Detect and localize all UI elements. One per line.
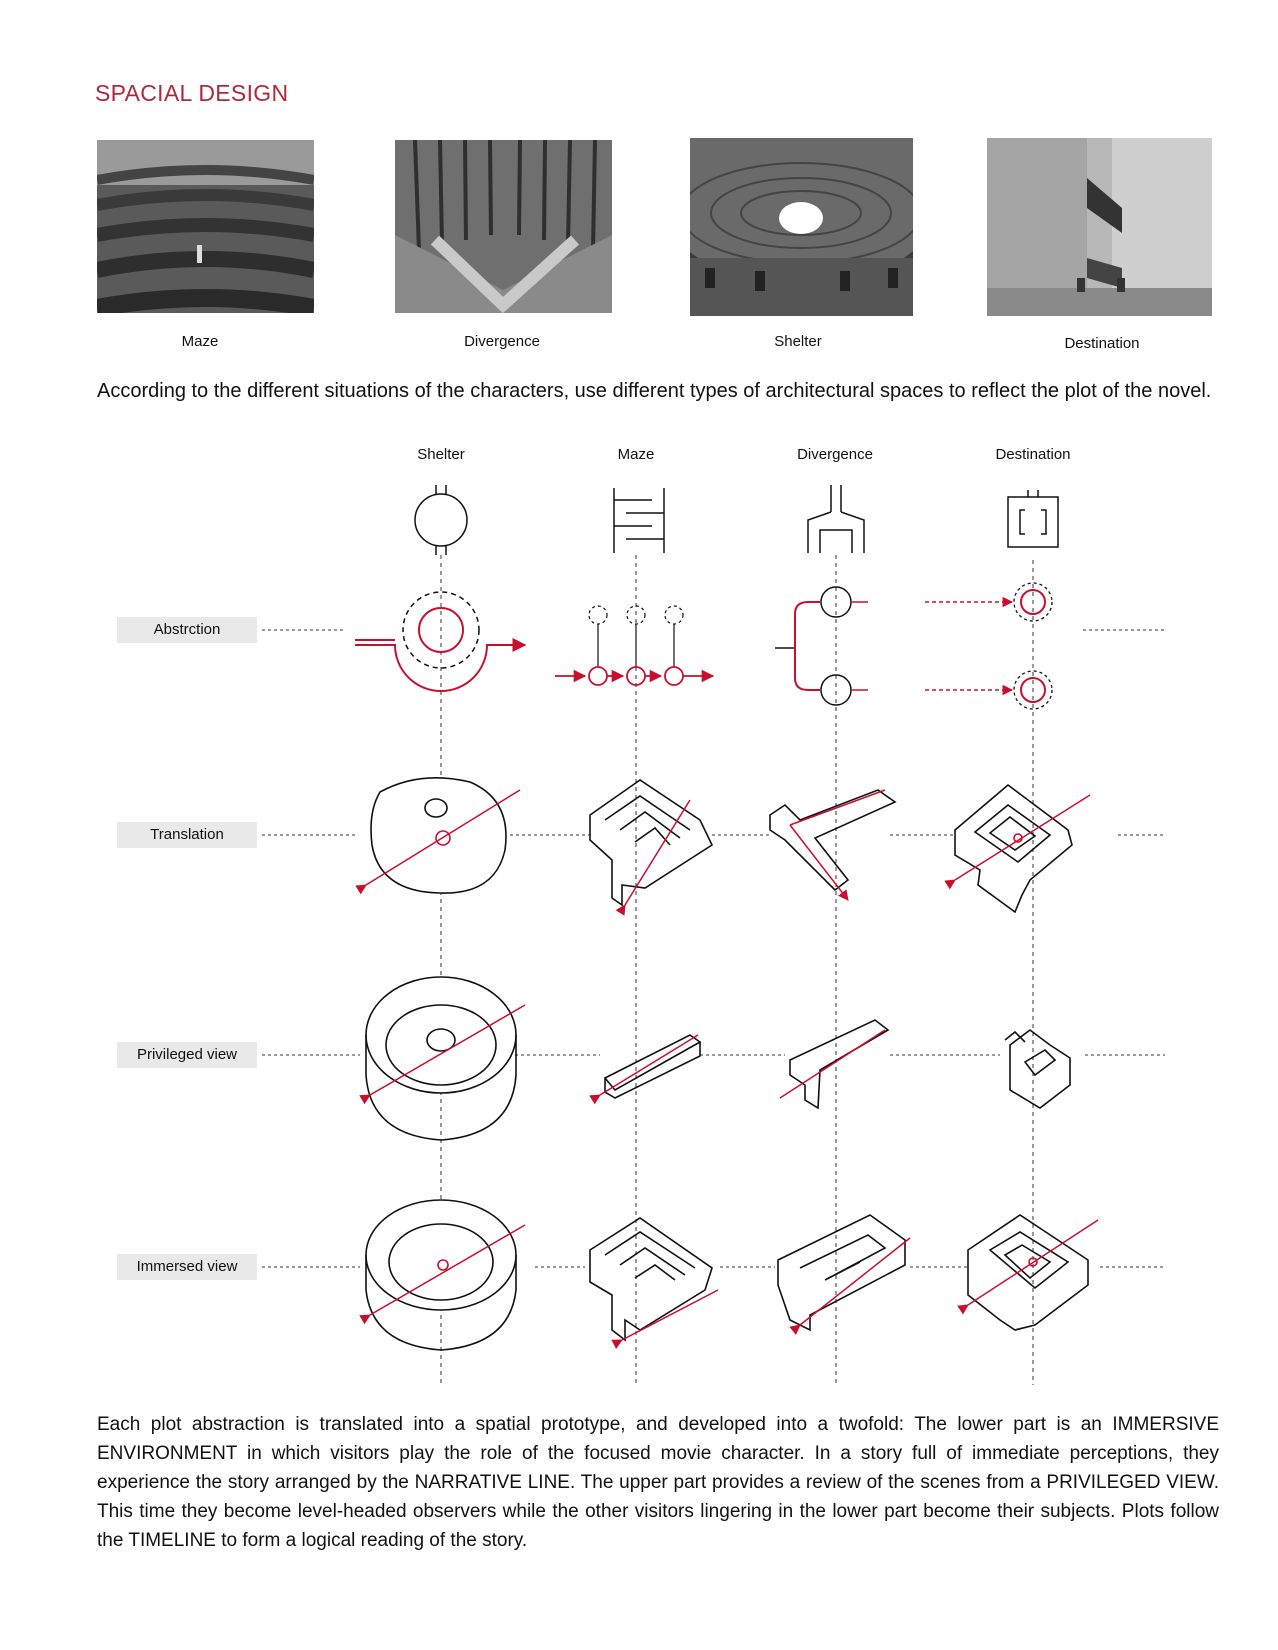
row-label-translation: Translation — [117, 822, 257, 848]
shelter-caption: Shelter — [774, 333, 822, 350]
shelter-translation — [366, 778, 520, 893]
divergence-translation — [770, 790, 895, 900]
maze-privileged — [600, 1035, 700, 1098]
forest-path-image — [395, 140, 612, 313]
destination-symbol — [1008, 490, 1058, 547]
destination-translation — [955, 785, 1090, 912]
destination-photo — [987, 138, 1212, 316]
dome-image — [690, 138, 913, 316]
column-label-destination: Destination — [995, 446, 1071, 463]
divergence-photo — [395, 140, 612, 313]
maze-image — [97, 140, 314, 313]
column-guides — [441, 555, 1033, 1385]
column-label-maze: Maze — [617, 446, 655, 463]
maze-translation — [590, 780, 712, 905]
divergence-abstraction — [775, 587, 868, 705]
row-label-abstraction: Abstrction — [117, 617, 257, 643]
destination-caption: Destination — [1064, 335, 1140, 352]
divergence-caption: Divergence — [464, 333, 540, 350]
row-guides — [262, 630, 1165, 1267]
maze-symbol — [614, 488, 664, 553]
divergence-immersed — [778, 1215, 910, 1330]
shelter-privileged — [366, 977, 525, 1140]
shelter-symbol — [415, 485, 467, 555]
maze-caption: Maze — [181, 333, 219, 350]
maze-photo — [97, 140, 314, 313]
shelter-photo — [690, 138, 913, 316]
maze-abstraction — [555, 606, 713, 685]
row-label-immersed-view: Immersed view — [117, 1254, 257, 1280]
divergence-symbol — [808, 485, 864, 553]
column-label-divergence: Divergence — [797, 446, 873, 463]
outro-paragraph: Each plot abstraction is translated into a spatial prototype, and developed into a twofold: The lower part is an IMMERSIVE ENVIRONMENT in which visitors play the role of the focused movie character. In a story full of immediate perceptions, they experience the story arranged by the NARRATIVE LINE. The upper part provides a review of the scenes from a PRIVILEGED VIEW. This time they become level-headed observers while the other visitors lingering in the lower part become their subjects. Plots follow the TIMELINE to form a logical reading of the story. — [97, 1414, 1219, 1551]
maze-immersed — [590, 1218, 718, 1340]
page-title: SPACIAL DESIGN — [95, 80, 289, 106]
shelter-immersed — [366, 1200, 525, 1350]
shelter-abstraction — [355, 592, 525, 691]
divergence-privileged — [780, 1020, 888, 1108]
destination-privileged — [1005, 1030, 1070, 1108]
corridor-image — [987, 138, 1212, 316]
row-label-privileged-view: Privileged view — [117, 1042, 257, 1068]
column-label-shelter: Shelter — [417, 446, 465, 463]
intro-paragraph: According to the different situations of the characters, use different types of architectural spaces to reflect the plot of the novel. — [97, 380, 1212, 402]
